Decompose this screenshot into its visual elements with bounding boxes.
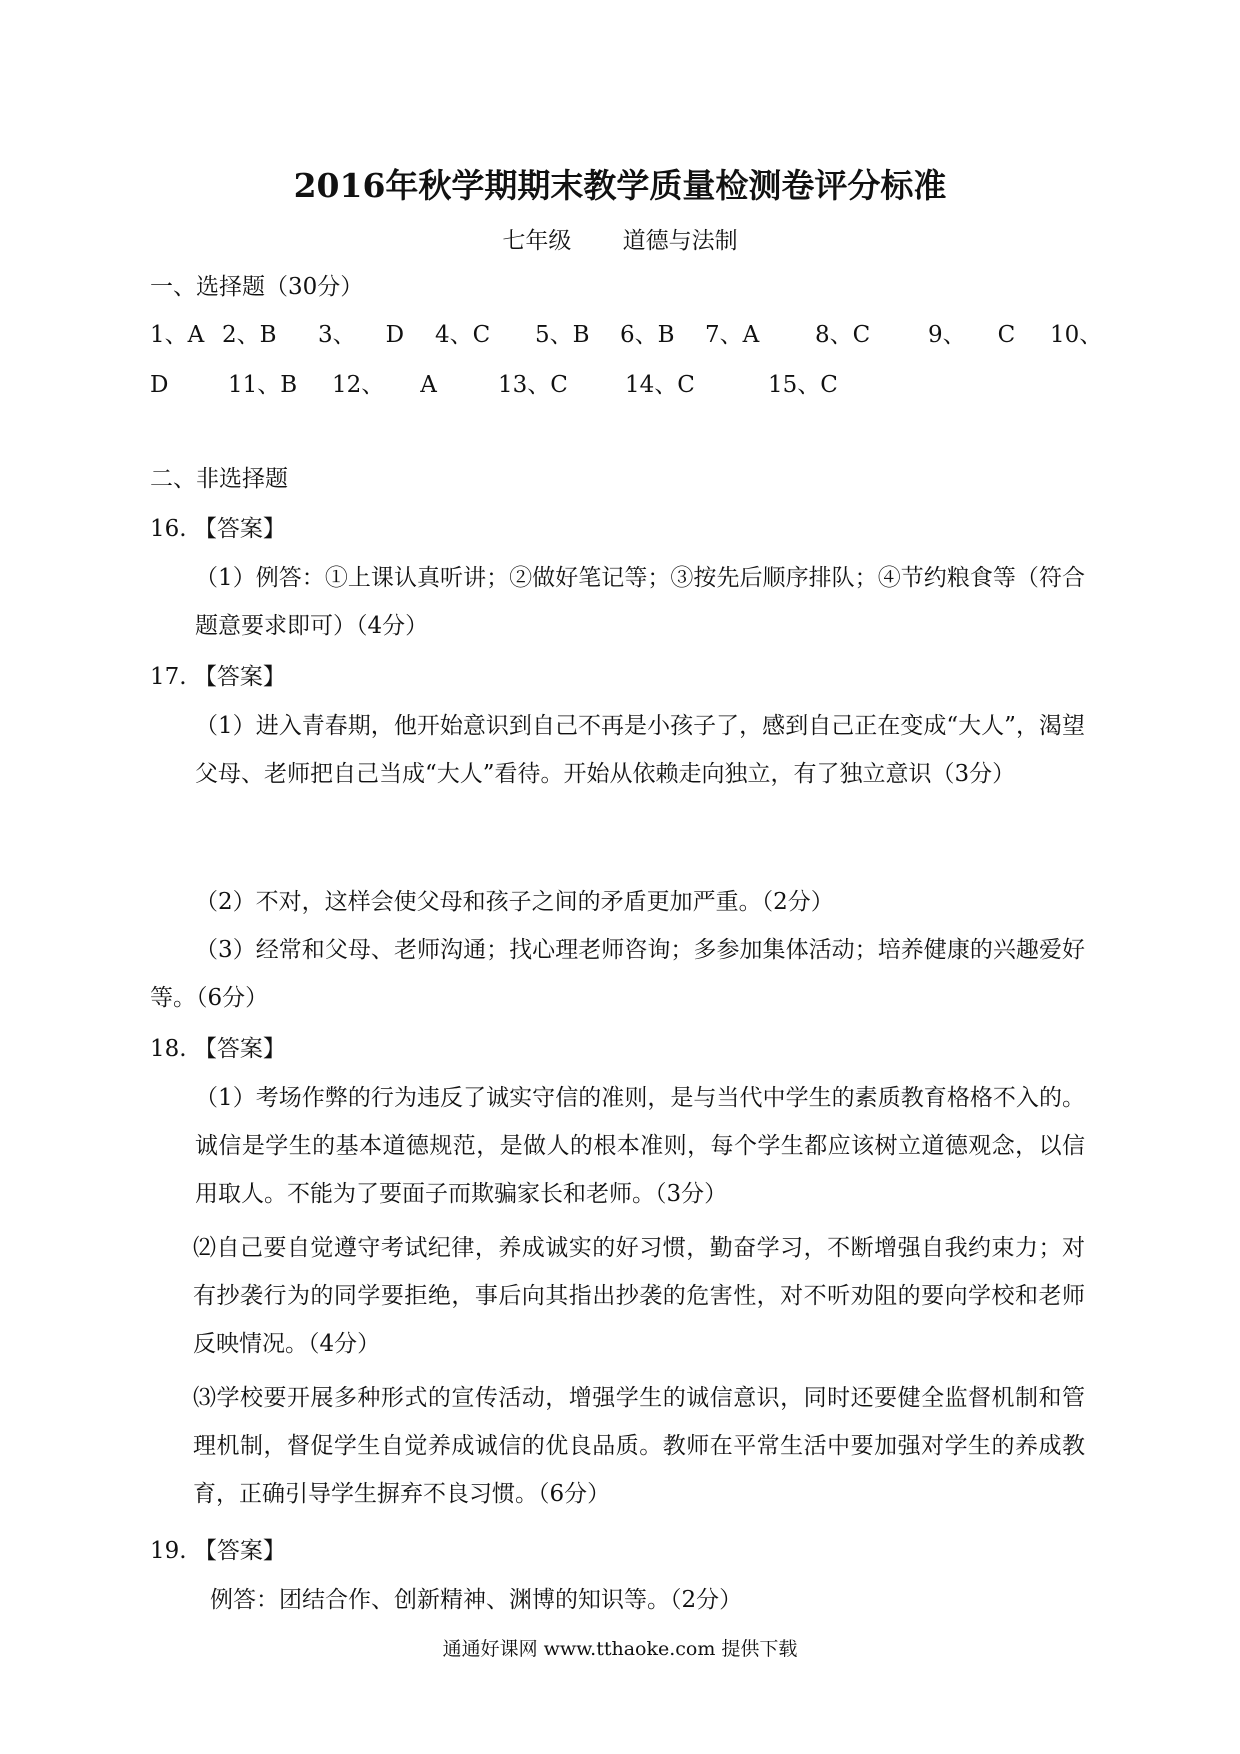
answer-10-number: 10、 [1050, 322, 1103, 348]
q17-answer-2: （2）不对，这样会使父母和孩子之间的矛盾更加严重。（2分） [195, 889, 834, 915]
answer-15: 15、C [768, 372, 838, 398]
q18-answer-3: ⑶学校要开展多种形式的宣传活动，增强学生的诚信意识，同时还要健全监督机制和管理机制，督促学生自觉养成诚信的优良品质。教师在平常生活中要加强对学生的养成教育，正确引导学生摒弃不良习惯。（6分） [193, 1385, 1085, 1507]
answer-4: 4、C [435, 322, 491, 348]
page-title: 2016年秋学期期末教学质量检测卷评分标准 [293, 166, 947, 205]
answer-11: 11、B [228, 372, 298, 398]
answer-10-letter: D [150, 372, 169, 398]
q18-label: 18. 【答案】 [150, 1036, 286, 1062]
q17-answer-3: （3）经常和父母、老师沟通；找心理老师咨询；多参加集体活动；培养健康的兴趣爱好等。（6分） [150, 937, 1085, 1011]
section-1-heading: 一、选择题（30分） [150, 274, 364, 300]
q19-label: 19. 【答案】 [150, 1538, 286, 1564]
answer-7: 7、A [705, 322, 760, 348]
q19-answer-1: 例答：团结合作、创新精神、渊博的知识等。（2分） [210, 1587, 743, 1613]
answer-9: 9、 C [928, 322, 1016, 348]
answer-6: 6、B [620, 322, 675, 348]
answer-5: 5、B [535, 322, 590, 348]
answer-3: 3、 D [318, 322, 405, 348]
grade-label: 七年级 [502, 228, 572, 254]
answer-12: 12、 A [332, 372, 437, 398]
q17-label: 17. 【答案】 [150, 664, 286, 690]
q18-answer-2: ⑵自己要自觉遵守考试纪律，养成诚实的好习惯，勤奋学习，不断增强自我约束力；对有抄袭行为的同学要拒绝，事后向其指出抄袭的危害性，对不听劝阻的要向学校和老师反映情况。（4分） [193, 1235, 1085, 1357]
page-subtitle [0, 222, 1240, 255]
answer-2: 2、B [222, 322, 277, 348]
answer-13: 13、C [498, 372, 568, 398]
answer-14: 14、C [625, 372, 695, 398]
q17-answer-1: （1）进入青春期，他开始意识到自己不再是小孩子了，感到自己正在变成“大人”，渴望父母、老师把自己当成“大人”看待。开始从依赖走向独立，有了独立意识（3分） [195, 713, 1085, 787]
subject-label: 道德与法制 [622, 228, 738, 254]
q16-answer-1: （1）例答：①上课认真听讲；②做好笔记等；③按先后顺序排队；④节约粮食等（符合题意要求即可）（4分） [195, 565, 1085, 639]
q16-label: 16. 【答案】 [150, 516, 286, 542]
answer-8: 8、C [815, 322, 871, 348]
answer-1: 1、A [150, 322, 205, 348]
page-footer: 通通好课网 www.tthaoke.com 提供下载 [442, 1638, 798, 1660]
q18-answer-1: （1）考场作弊的行为违反了诚实守信的准则，是与当代中学生的素质教育格格不入的。诚信是学生的基本道德规范，是做人的根本准则，每个学生都应该树立道德观念，以信用取人。不能为了要面子而欺骗家长和老师。（3分） [195, 1085, 1085, 1207]
section-2-heading: 二、非选择题 [150, 466, 288, 492]
